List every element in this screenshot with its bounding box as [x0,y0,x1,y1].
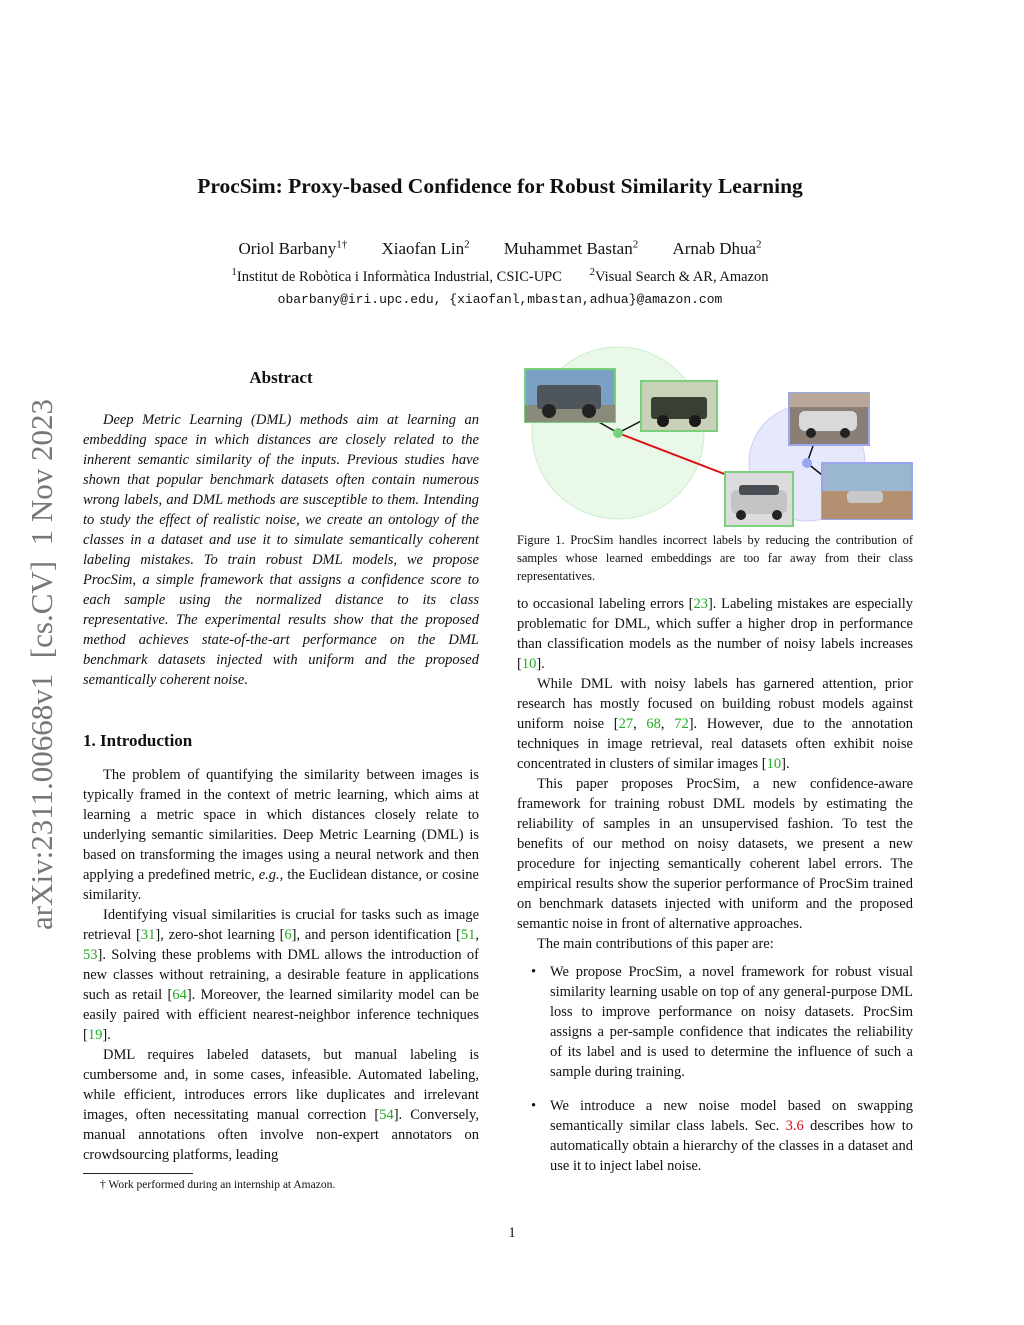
citation-link[interactable]: 31 [140,927,156,943]
bullet-icon: • [531,1098,537,1114]
citation-link[interactable]: 10 [766,756,782,772]
author: Xiaofan Lin$^2$ [381,238,470,258]
author-list [100,238,900,259]
section-link[interactable]: 3.6 [785,1118,804,1134]
proxy-blue [802,458,812,468]
citation-link[interactable]: 27 [618,716,634,732]
figure-caption: Figure 1. ProcSim handles incorrect labels by reducing the contribution of samples whose learned embeddings are too far away from their class representatives. [517,533,913,583]
paragraph: The main contributions of this paper are: [537,936,774,952]
contributions-list [517,962,913,1176]
citation-link[interactable]: 19 [87,1027,103,1043]
image-thumbnail-hatchback-blue [789,393,869,445]
affiliation: $^2$Visual Search & AR, Amazon [589,266,769,285]
citation-link[interactable]: 6 [284,927,292,943]
abstract-heading: Abstract [249,368,313,387]
arxiv-stamp-text: arXiv:2311.00668v1 [cs.CV] 1 Nov 2023 [24,399,59,930]
citation-link[interactable]: 72 [674,716,689,732]
affiliations [100,266,900,286]
list-item: • We introduce a new noise model based on swapping semantically similar class labels. Sec. 3.6 describes how to automatically obtain a hierarchy of the classes in a dataset and use it to inject label noise. [531,1098,913,1174]
list-item: • We propose ProcSim, a novel framework for robust visual similarity learning usable on top of any general-purpose DML loss to improve performance on noisy datasets. ProcSim assigns a per-sample confidence that indicates the reliability of its label and is used to determine the influence of such a sample during training. [531,964,913,1080]
affiliation: $^1$Institut de Robòtica i Informàtica Industrial, CSIC-UPC [231,266,562,285]
figure-1 [517,345,913,530]
author-emails: obarbany@iri.upc.edu, {xiaofanl,mbastan,adhua}@amazon.com [277,292,723,307]
author: Muhammet Bastan$^2$ [503,238,639,258]
citation-link[interactable]: 51 [460,927,476,943]
image-thumbnail-car-road [822,463,912,519]
paragraph: While DML with noisy labels has garnered attention, prior research has mostly focused on building robust models against uniform noise [27, 68, 72]. However, due to the annotation techniques in image retrieval, real datasets often exhibit noise concentrated in clusters of similar images [10]. [517,676,914,772]
footnote: † Work performed during an internship at Amazon. [100,1179,336,1191]
image-thumbnail-jeep-2 [641,381,717,431]
right-column-body [517,594,913,1190]
arxiv-stamp [0,0,80,1325]
author: Oriol Barbany$^{1\dagger}$ [238,238,348,258]
intro-heading: 1. Introduction [83,731,193,750]
intro-body [83,765,479,1165]
footnote-rule [83,1173,193,1174]
citation-link[interactable]: 53 [83,947,98,963]
author: Arnab Dhua$^2$ [672,238,762,258]
paragraph: The problem of quantifying the similarity between images is typically framed in the context of metric learning, which aims at learning a metric space in which distances closely relate to underlying semantic similarities. Deep Metric Learning (DML) is based on transforming the images using a neural network and then applying a predefined metric, e.g., the Euclidean distance, or cosine similarity. [83,767,479,903]
citation-link[interactable]: 23 [693,596,708,612]
page-number: 1 [508,1225,516,1241]
paragraph: This paper proposes ProcSim, a new confidence-aware framework for training robust DML models by estimating the reliability of samples in an unsupervised fashion. To test the benefits of our method on noisy datasets, we present a new procedure for injecting semantically coherent label errors. The empirical results show the superior performance of ProcSim trained on benchmark datasets injected with uniform and the proposed semantic noise in front of alternative approaches. [517,776,913,932]
image-thumbnail-jeep-1 [525,369,615,422]
paragraph: to occasional labeling errors [23]. Labeling mistakes are especially problematic for DML, which suffer a higher drop in performance than classification models as the number of noisy labels increases [10]. [517,596,914,672]
citation-link[interactable]: 10 [521,656,537,672]
image-thumbnail-hatchback-green [725,472,793,526]
proxy-green [613,428,623,438]
paragraph: Identifying visual similarities is crucial for tasks such as image retrieval [31], zero-shot learning [6], and person identification [51, 53]. Solving these problems with DML allows the introduction of new classes without retraining, a desirable feature in applications such as retail [64]. Moreover, the learned similarity model can be easily paired with efficient nearest-neighbor inference techniques [19]. [83,907,479,1043]
bullet-icon: • [531,964,537,980]
abstract-text: Deep Metric Learning (DML) methods aim at learning an embedding space in which distances are closely related to the inherent semantic similarity of the inputs. Previous studies have shown that popular benchmark datasets often contain numerous wrong labels, and DML methods are susceptible to them. Intending to study the effect of realistic noise, we create an ontology of the classes in a dataset and use it to simulate semantically coherent labeling mistakes. To train robust DML models, we propose ProcSim, a simple framework that assigns a confidence score to each sample using the normalized distance to its class representative. The experimental results show that the proposed method achieves state-of-the-art performance on the DML benchmark datasets injected with uniform and the proposed semantically coherent noise. [83,412,479,688]
citation-link[interactable]: 64 [172,987,187,1003]
paragraph: DML requires labeled datasets, but manual labeling is cumbersome and, in some cases, infeasible. Automated labeling, while efficient, introduces errors like duplicates and irrelevant images, often necessitating manual correction [54]. Conversely, manual annotations often involve non-expert annotators on crowdsourcing platforms, leading [83,1047,479,1163]
citation-link[interactable]: 54 [379,1107,394,1123]
paper-title: ProcSim: Proxy-based Confidence for Robust Similarity Learning [197,174,803,198]
citation-link[interactable]: 68 [646,716,661,732]
